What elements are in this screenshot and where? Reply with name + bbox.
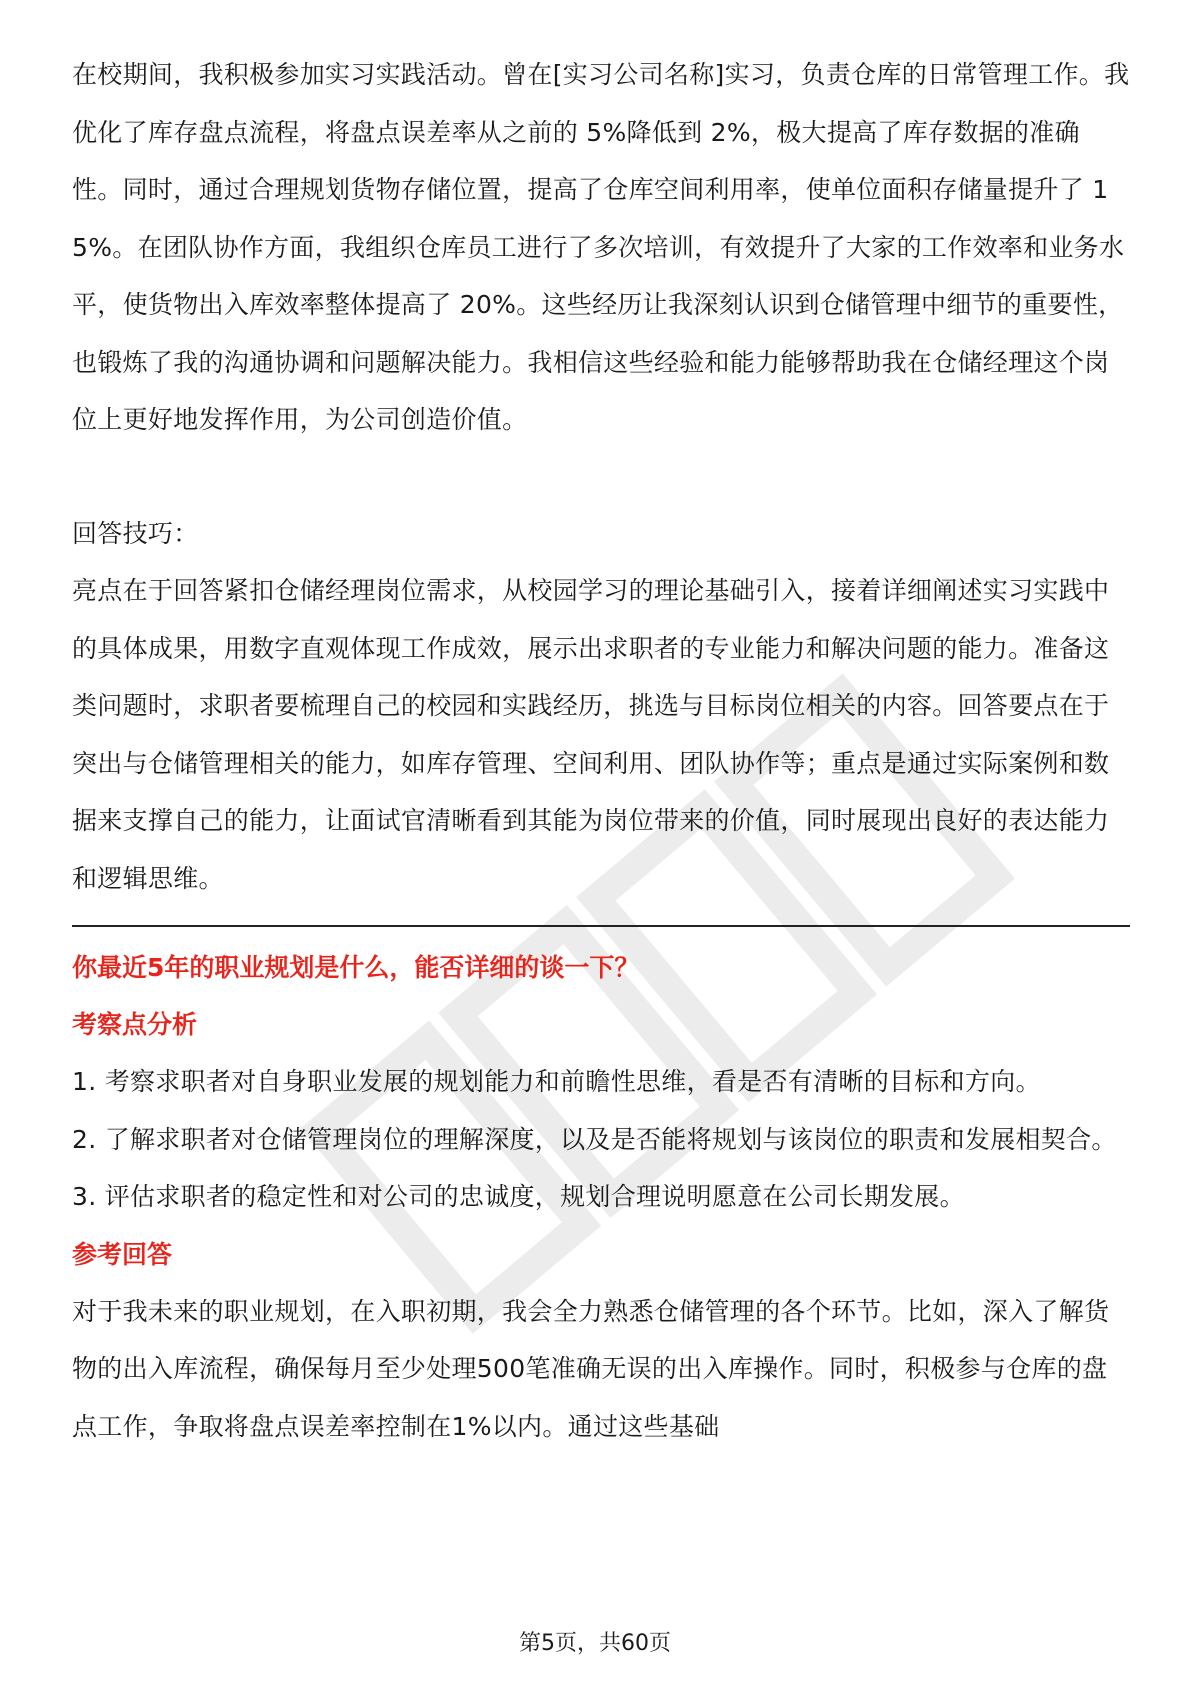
analysis-item-2: 2. 了解求职者对仓储管理岗位的理解深度，以及是否能将规划与该岗位的职责和发展相契合。 xyxy=(72,1124,1117,1154)
tips-label: 回答技巧： xyxy=(72,518,199,548)
analysis-heading: 考察点分析 xyxy=(72,1010,198,1039)
document-body xyxy=(72,46,1130,1455)
analysis-item-1: 1. 考察求职者对自身职业发展的规划能力和前瞻性思维，看是否有清晰的目标和方向。 xyxy=(72,1067,1041,1096)
intro-paragraph: 在校期间，我积极参加实习实践活动。曾在[实习公司名称]实习，负责仓库的日常管理工作。我优化了库存盘点流程，将盘点误差率从之前的 5%降低到 2%，极大提高了库存数据的准确性。同时，通过合理规划货物存储位置，提高了仓库空间利用率，使单位面积存储量提升了 15%。在团队协作方面，我组织仓库员工进行了多次培训，有效提升了大家的工作效率和业务水平，使货物出入库效率整体提高了 20%。这些经历让我深刻认识到仓储管理中细节的重要性，也锻炼了我的沟通协调和问题解决能力。我相信这些经验和能力能够帮助我在仓储经理这个岗位上更好地发挥作用，为公司创造价值。 xyxy=(72,60,1130,434)
reference-paragraph: 对于我未来的职业规划，在入职初期，我会全力熟悉仓储管理的各个环节。比如，深入了解货物的出入库流程，确保每月至少处理500笔准确无误的出入库操作。同时，积极参与仓库的盘点工作，争取将盘点误差率控制在1%以内。通过这些基础 xyxy=(72,1296,1110,1441)
question-title: 你最近5年的职业规划是什么，能否详细的谈一下？ xyxy=(72,953,640,982)
tips-paragraph: 亮点在于回答紧扣仓储经理岗位需求，从校园学习的理论基础引入，接着详细阐述实习实践中的具体成果，用数字直观体现工作成效，展示出求职者的专业能力和解决问题的能力。准备这类问题时，求职者要梳理自己的校园和实践经历，挑选与目标岗位相关的内容。回答要点在于突出与仓储管理相关的能力，如库存管理、空间利用、团队协作等；重点是通过实际案例和数据来支撑自己的能力，让面试官清晰看到其能为岗位带来的价值，同时展现出良好的表达能力和逻辑思维。 xyxy=(72,576,1110,893)
page-indicator: 第5页，共60页 xyxy=(519,1631,671,1656)
reference-heading: 参考回答 xyxy=(72,1239,173,1269)
paragraph-spacer xyxy=(72,449,1130,505)
section-divider xyxy=(72,925,1130,927)
analysis-item-3: 3. 评估求职者的稳定性和对公司的忠诚度，规划合理说明愿意在公司长期发展。 xyxy=(72,1182,965,1211)
